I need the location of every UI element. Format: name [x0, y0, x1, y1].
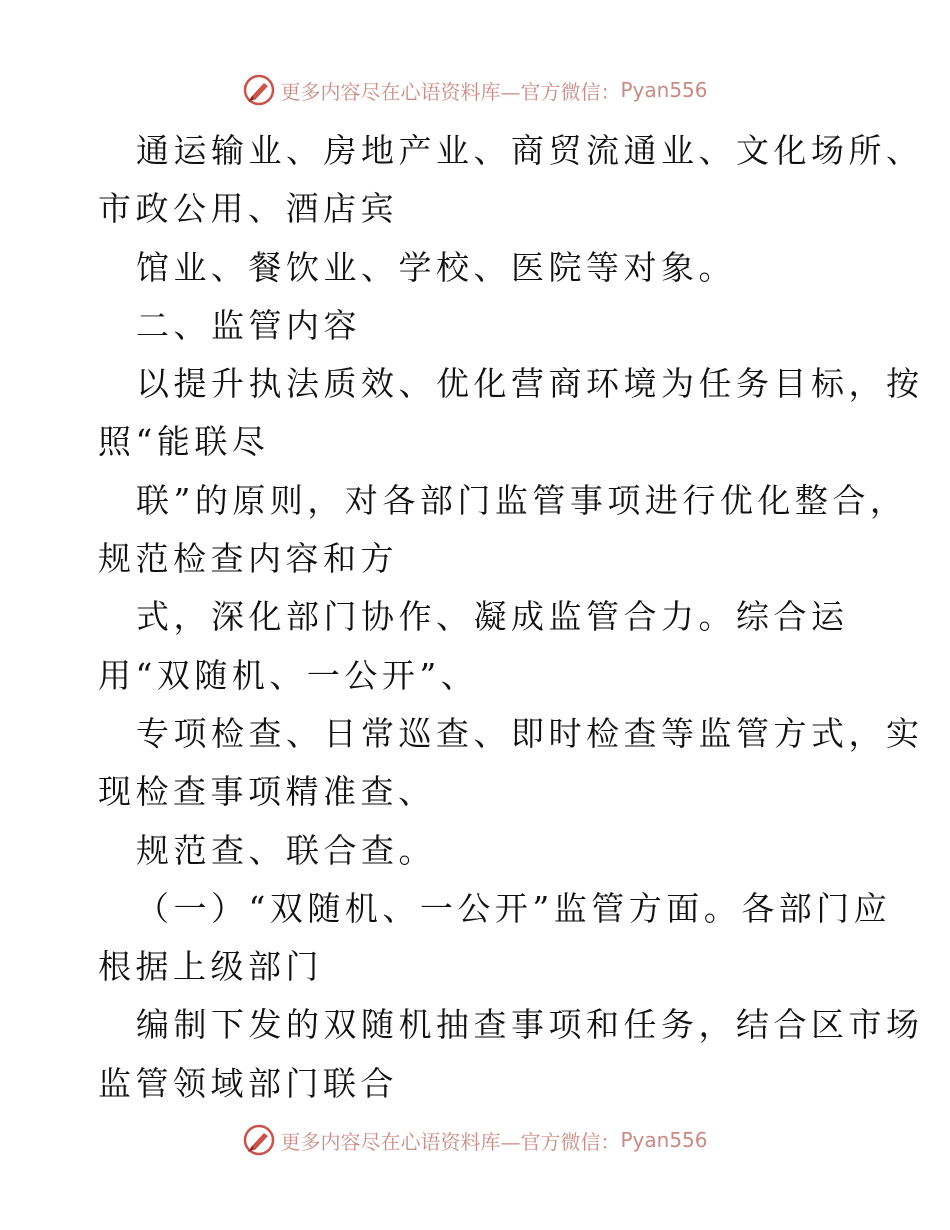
text-line: 联”的原则，对各部门监管事项进行优化整合，	[136, 480, 908, 520]
text-line: 以提升执法质效、优化营商环境为任务目标，按	[136, 364, 924, 404]
text-line: 通运输业、房地产业、商贸流通业、文化场所、	[136, 131, 924, 170]
text-line: 现检查事项精准查、	[98, 772, 436, 812]
text-line: 市政公用、酒店宾	[98, 189, 398, 229]
text-line: 规范检查内容和方	[98, 539, 398, 579]
text-line: 专项检查、日常巡查、即时检查等监管方式，实	[136, 713, 924, 753]
header-watermark	[0, 70, 950, 110]
watermark-text: 更多内容尽在心语资料库—官方微信：	[280, 79, 621, 104]
text-line: 监管领域部门联合	[98, 1063, 398, 1103]
footer-watermark	[0, 1120, 950, 1160]
document-body	[98, 122, 924, 1113]
pen-logo-icon	[242, 73, 276, 107]
pen-logo-icon	[242, 1123, 276, 1157]
watermark-code: Pyan556	[620, 1128, 708, 1152]
text-line: 根据上级部门	[98, 947, 323, 987]
text-line: 规范查、联合查。	[136, 830, 436, 870]
text-line: 照“能联尽	[98, 422, 270, 462]
section-heading: 二、监管内容	[136, 305, 361, 345]
text-line: 编制下发的双随机抽查事项和任务，结合区市场	[136, 1005, 924, 1045]
text-line: 式，深化部门协作、凝成监管合力。综合运	[136, 597, 849, 637]
watermark-text: 更多内容尽在心语资料库—官方微信：	[280, 1129, 621, 1154]
text-line: 馆业、餐饮业、学校、医院等对象。	[136, 247, 736, 287]
text-line: 用“双随机、一公开”、	[98, 655, 479, 695]
text-line: （一）“双随机、一公开”监管方面。各部门应	[136, 888, 892, 928]
watermark-code: Pyan556	[620, 78, 708, 102]
